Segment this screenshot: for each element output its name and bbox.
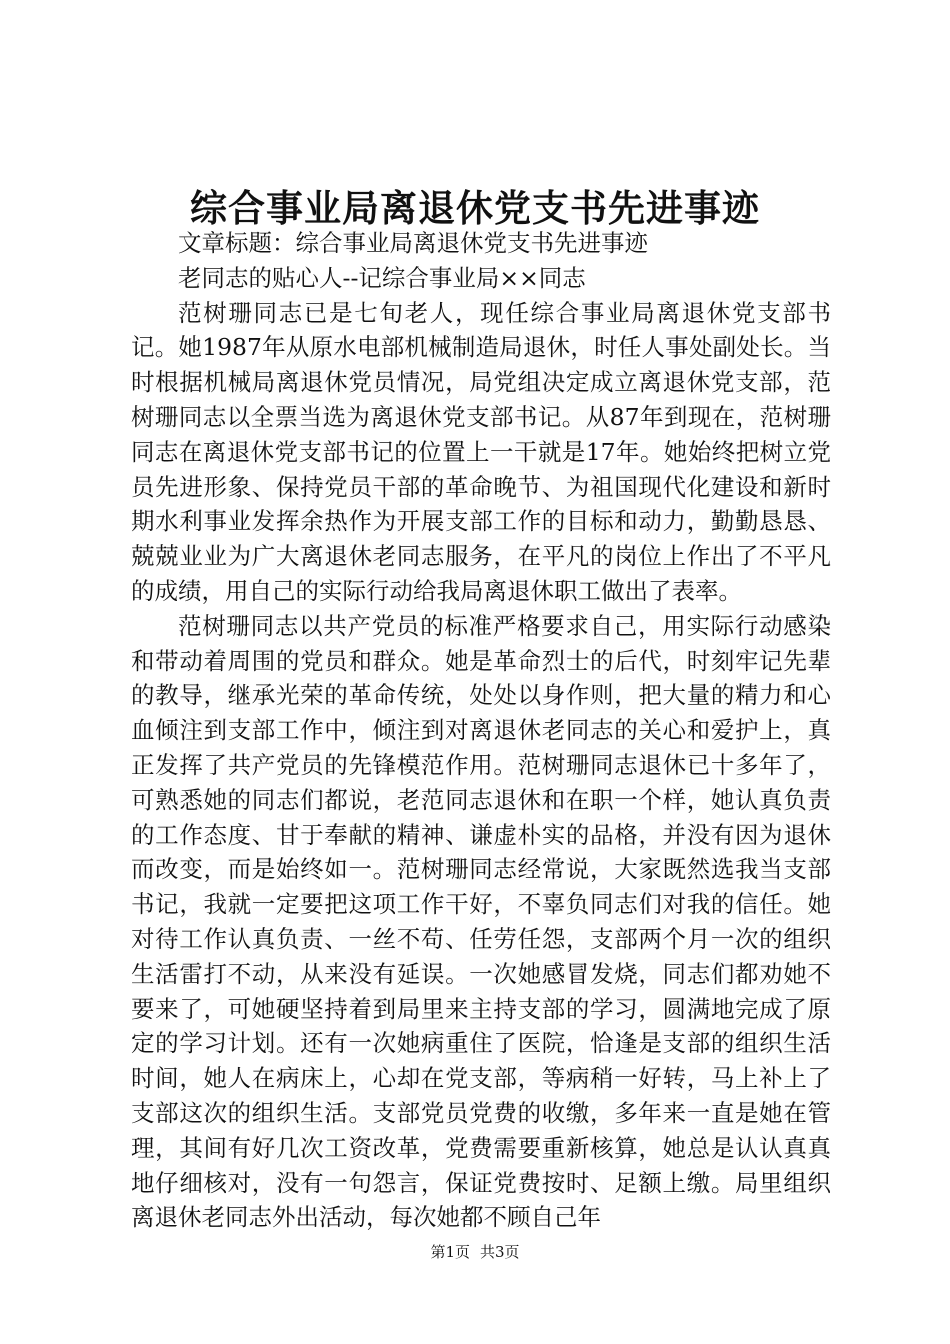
body-paragraph: 范树珊同志以共产党员的标准严格要求自己，用实际行动感染和带动着周围的党员和群众。她是革命烈士的后代，时刻牢记先辈的教导，继承光荣的革命传统，处处以身作则，把大量的精力和心血倾注到支部工作中，倾注到对离退休老同志的关心和爱护上，真正发挥了共产党员的先锋模范作用。范树珊同志退休已十多年了，可熟悉她的同志们都说，老范同志退休和在职一个样，她认真负责的工作态度、甘于奉献的精神、谦虚朴实的品格，并没有因为退休而改变，而是始终如一。范树珊同志经常说，大家既然选我当支部书记，我就一定要把这项工作干好，不辜负同志们对我的信任。她对待工作认真负责、一丝不苟、任劳任怨，支部两个月一次的组织生活雷打不动，从来没有延误。一次她感冒发烧，同志们都劝她不要来了，可她硬坚持着到局里来主持支部的学习，圆满地完成了原定的学习计划。还有一次她病重住了医院，恰逢是支部的组织生活时间，她人在病床上，心却在党支部，等病稍一好转，马上补上了支部这次的组织生活。支部党员党费的收缴，多年来一直是她在管理，其间有好几次工资改革，党费需要重新核算，她总是认认真真地仔细核对，没有一句怨言，保证党费按时、足额上缴。局里组织离退休老同志外出活动，每次她都不顾自己年	[131, 611, 831, 1232]
page-footer	[0, 1242, 950, 1262]
article-subtitle-line: 老同志的贴心人--记综合事业局××同志	[178, 263, 586, 292]
page-total: 共3页	[480, 1243, 520, 1261]
page-number: 第1页	[430, 1243, 470, 1261]
body-paragraph: 范树珊同志已是七旬老人，现任综合事业局离退休党支部书记。她1987年从原水电部机械制造局退休，时任人事处副处长。当时根据机械局离退休党员情况，局党组决定成立离退休党支部，范树珊同志以全票当选为离退休党支部书记。从87年到现在，范树珊同志在离退休党支部书记的位置上一干就是17年。她始终把树立党员先进形象、保持党员干部的革命晚节、为祖国现代化建设和新时期水利事业发挥余热作为开展支部工作的目标和动力，勤勤恳恳、兢兢业业为广大离退休老同志服务，在平凡的岗位上作出了不平凡的成绩，用自己的实际行动给我局离退休职工做出了表率。	[131, 298, 831, 605]
document-body	[131, 226, 831, 1235]
document-title: 综合事业局离退休党支书先进事迹	[190, 186, 760, 230]
article-title-line: 文章标题：综合事业局离退休党支书先进事迹	[178, 229, 648, 257]
